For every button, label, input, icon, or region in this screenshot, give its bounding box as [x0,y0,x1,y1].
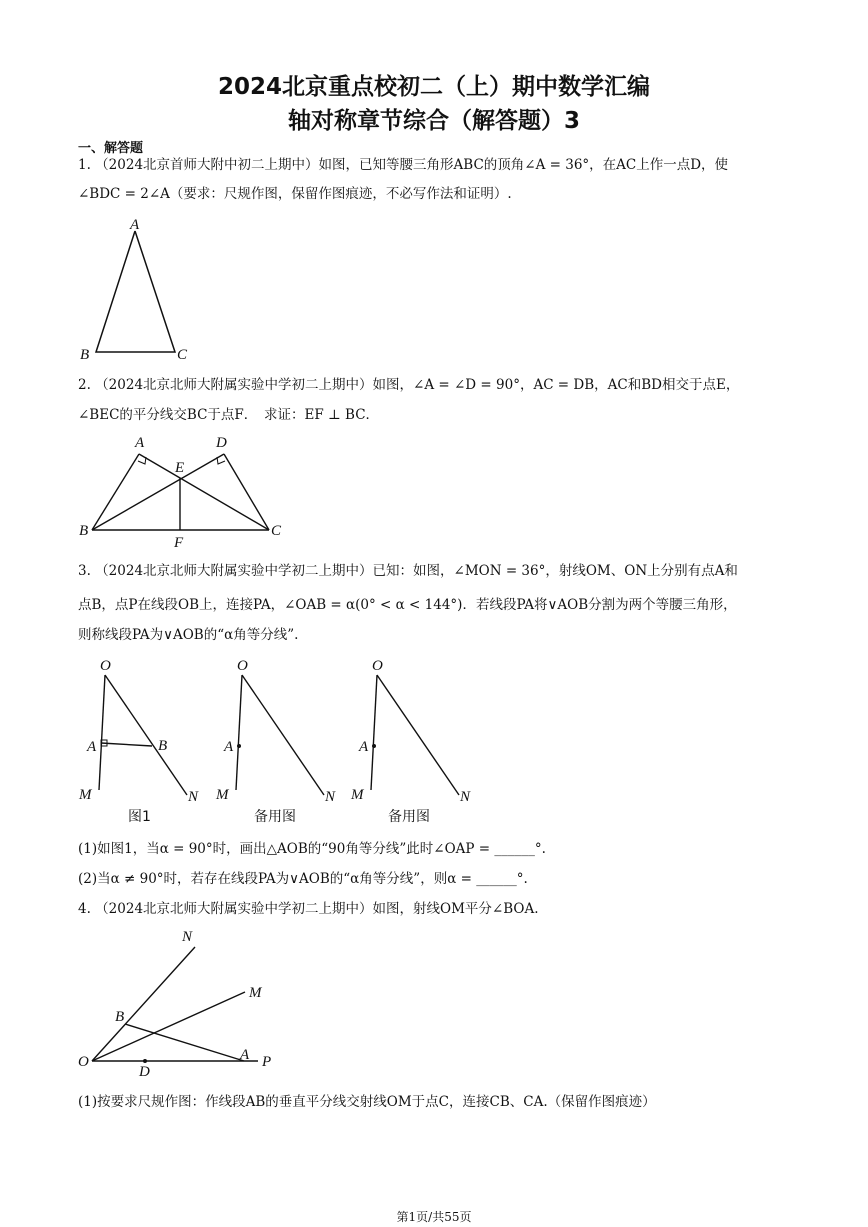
q4-figure [78,925,288,1085]
q2-text-line1: 2. （2024北京北师大附属实验中学初二上期中）如图，∠A = ∠D = 90°，AC = DB，AC和BD相交于点E， [78,377,740,393]
q2-figure [78,434,298,554]
q4-label-d: D [139,1064,150,1080]
q3-fig2-label-n: N [325,789,336,805]
q1-label-c: C [177,347,188,363]
document-title-line2: 轴对称章节综合（解答题）3 [287,108,580,134]
section-heading: 一、解答题 [78,141,144,156]
q3-fig1-label-a: A [87,739,97,755]
q3-fig3-label-m: M [351,787,364,803]
q2-label-c: C [271,523,282,539]
q3-text-line2: 点B，点P在线段OB上，连接PA，∠OAB = α(0° < α < 144°)．若线段PA将∨AOB分割为两个等腰三角形， [78,597,737,613]
q2-label-a: A [135,435,145,451]
q3-figure-spare-1 [215,655,345,805]
q2-label-d: D [216,435,227,451]
page-footer: 第1页/共55页 [396,1210,472,1224]
q3-text-line1: 3. （2024北京北师大附属实验中学初二上期中）已知：如图，∠MON = 36°，射线OM、ON上分别有点A和 [78,563,738,579]
q3-caption-figure-1: 图1 [128,809,151,825]
q3-fig2-label-o: O [237,658,248,674]
q3-fig3-label-n: N [460,789,471,805]
q4-label-a: A [240,1047,250,1063]
q1-text-line2: ∠BDC = 2∠A（要求：尺规作图，保留作图痕迹，不必写作法和证明）. [78,186,512,202]
q4-label-m: M [249,985,262,1001]
q4-label-p: P [262,1054,272,1070]
q3-fig2-label-m: M [216,787,229,803]
q2-text-line2: ∠BEC的平分线交BC于点F． 求证：EF ⊥ BC． [78,407,380,423]
q1-triangle-figure [78,215,208,365]
q3-subquestion-2: (2)当α ≠ 90°时，若存在线段PA为∨AOB的“α角等分线”，则α = ______°. [78,871,528,887]
q3-fig1-label-m: M [79,787,92,803]
q3-figure-1 [78,655,208,805]
q4-subquestion-1: (1)按要求尺规作图：作线段AB的垂直平分线交射线OM于点C，连接CB、CA.（保留作图痕迹） [78,1094,656,1110]
q2-label-f: F [174,535,184,551]
q3-figure-spare-2 [350,655,480,805]
q1-text-line1: 1. （2024北京首师大附中初二上期中）如图，已知等腰三角形ABC的顶角∠A = 36°，在AC上作一点D，使 [78,157,729,173]
document-title-line1: 2024北京重点校初二（上）期中数学汇编 [217,74,650,100]
q3-fig3-label-a: A [359,739,369,755]
q3-fig1-label-o: O [100,658,111,674]
q3-fig1-label-n: N [188,789,199,805]
q3-text-line3: 则称线段PA为∨AOB的“α角等分线”. [78,627,299,643]
q3-subquestion-1: (1)如图1，当α = 90°时，画出△AOB的“90角等分线”此时∠OAP = ______°. [78,841,546,857]
q4-text-line1: 4. （2024北京北师大附属实验中学初二上期中）如图，射线OM平分∠BOA. [78,901,539,917]
q3-caption-spare-2: 备用图 [388,809,430,825]
q3-fig1-label-b: B [158,738,168,754]
q4-label-o: O [78,1054,89,1070]
q3-fig2-label-a: A [224,739,234,755]
q2-label-b: B [79,523,89,539]
q1-label-a: A [130,217,140,233]
q2-label-e: E [175,460,185,476]
q4-label-n: N [182,929,193,945]
q4-label-b: B [115,1009,125,1025]
q1-label-b: B [80,347,90,363]
q3-fig3-label-o: O [372,658,383,674]
q3-caption-spare-1: 备用图 [254,809,296,825]
